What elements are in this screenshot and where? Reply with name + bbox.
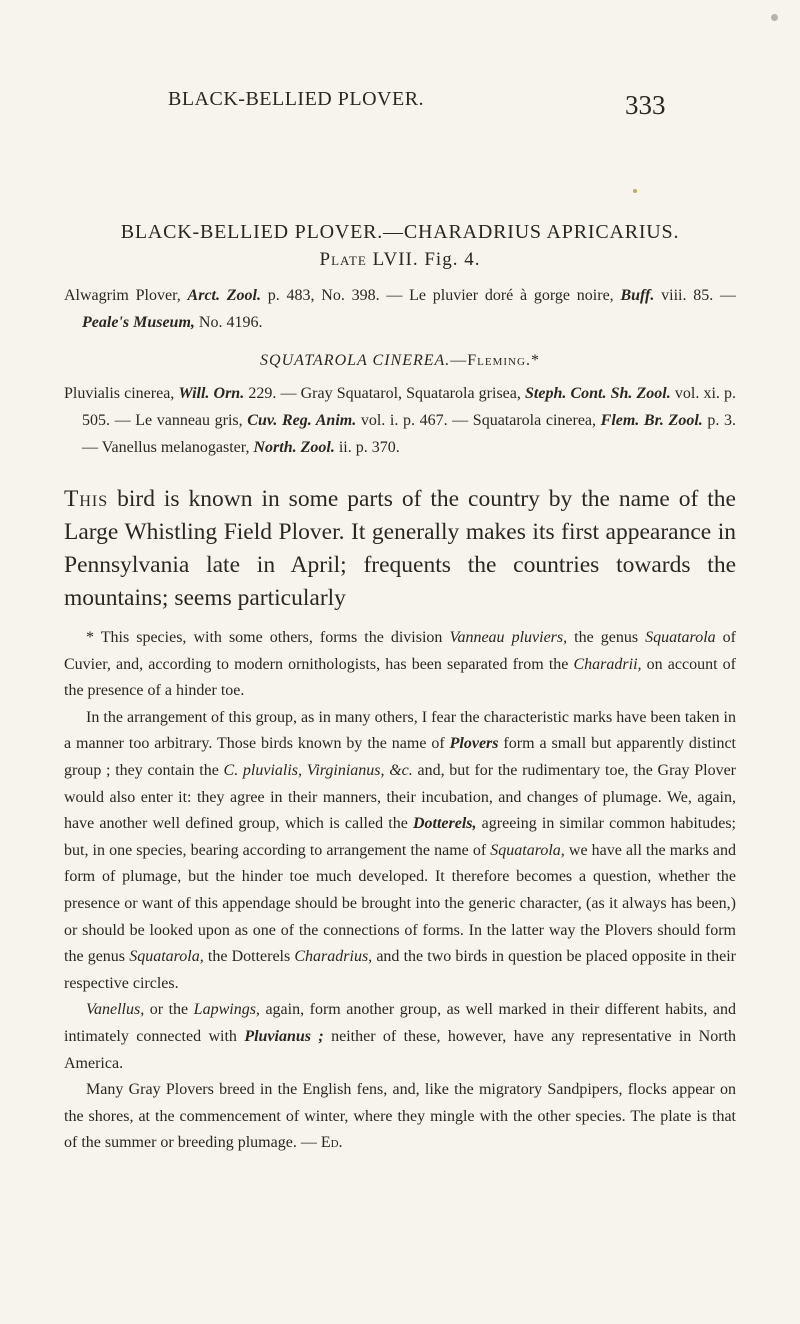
syn-ref: Peale's Museum, <box>82 314 195 331</box>
fn-italic: Vanellus, <box>86 1001 145 1019</box>
fn-text: of Cuvier, and, according to modern ornithologists, has been separated from the <box>64 629 737 673</box>
fn-italic: Pluvianus ; <box>244 1027 324 1045</box>
running-title: BLACK-BELLIED PLOVER. <box>168 88 425 110</box>
fn-text: * This species, with some others, forms the division <box>86 629 450 646</box>
genus-authority: —Fleming.* <box>450 352 540 369</box>
genus-title <box>64 348 736 374</box>
first-word: This <box>64 486 109 512</box>
syn-text: vol. xi. p. 505. — Le vanneau gris, <box>82 385 737 429</box>
syn-text: Alwagrim Plover, <box>64 287 188 304</box>
footnote-paragraph <box>64 997 736 1077</box>
syn-ref: Flem. Br. Zool. <box>600 412 703 429</box>
content <box>64 220 736 1157</box>
syn-text: No. 4196. <box>194 314 263 331</box>
body-text: bird is known in some parts of the country by the name of the Large Whistling Field Plover. It generally makes its first appearance in Pennsylvania late in April; frequents the countries towards the mountains; seems particularly <box>64 486 736 611</box>
fn-text: form a small but apparently distinct group ; they contain the <box>64 735 736 779</box>
plate-word: Plate <box>319 249 367 270</box>
syn-text: 229. — Gray Squatarol, Squatarola grisea, <box>244 385 526 402</box>
plate-reference <box>64 248 736 272</box>
fn-text: In the arrangement of this group, as in many others, I fear the characteristic marks have been taken in a manner too arbitrary. Those birds known by the name of <box>64 708 736 753</box>
fn-text: the genus <box>567 629 646 646</box>
body-paragraph <box>64 483 736 615</box>
fn-text: and the two birds in question be placed opposite in their respective circles. <box>64 948 736 992</box>
fn-italic: Charadrius, <box>294 948 373 966</box>
syn-text: ii. p. 370. <box>334 439 400 456</box>
fn-italic: Squatarola <box>645 629 716 646</box>
fn-italic: Squatarola, <box>490 841 565 859</box>
ink-dot <box>633 189 637 193</box>
fn-signature: Ed. <box>320 1134 343 1152</box>
fn-italic: Dotterels, <box>412 815 477 833</box>
syn-ref: Steph. Cont. Sh. Zool. <box>525 385 671 402</box>
page-number: 333 <box>625 90 666 120</box>
syn-ref: Buff. <box>620 287 655 304</box>
footnote-paragraph <box>64 1077 736 1157</box>
fn-text: agreeing in similar common habitudes; but, in one species, bearing according to arrangement the name of <box>64 815 736 859</box>
syn-text: viii. 85. — <box>654 287 737 304</box>
fn-text: we have all the marks and form of plumage, but the hinder toe much developed. It therefore becomes a question, whether the presence or want of this appendage should be brought into the generic character, (as it always has been,) or should be looked upon as one of the connections of forms. In the latter way the Plovers should form the genus <box>64 841 736 966</box>
fn-text: on account of the presence of a hinder toe. <box>64 655 737 700</box>
footnote <box>64 625 736 1157</box>
syn-ref: North. Zool. <box>253 439 335 456</box>
synonymy-wilson <box>64 282 736 336</box>
fn-italic: Lapwings, <box>193 1001 260 1019</box>
syn-text: p. 3. — Vanellus melanogaster, <box>82 412 737 456</box>
fn-italic: Charadrii, <box>573 655 642 673</box>
syn-ref: Cuv. Reg. Anim. <box>247 412 357 429</box>
fn-text: or the <box>144 1001 194 1019</box>
fn-text: again, form another group, as well marked in their different habits, and intimately connected with <box>64 1001 737 1045</box>
syn-text: p. 483, No. 398. — Le pluvier doré à gorge noire, <box>260 287 621 304</box>
fn-italic: Plovers <box>449 735 499 753</box>
fn-italic: Vanneau pluviers, <box>449 629 568 646</box>
footnote-paragraph <box>64 625 736 705</box>
fn-text: and, but for the rudimentary toe, the Gray Plover would also enter it: they agree in their manners, their incubation, and changes of plumage. We, again, have another well defined group, which is called the <box>64 761 736 833</box>
running-head <box>0 88 800 128</box>
syn-text: vol. i. p. 467. — Squatarola cinerea, <box>356 412 601 429</box>
fn-italic: Squatarola, <box>129 948 204 966</box>
article-title: BLACK-BELLIED PLOVER.—CHARADRIUS APRICARIUS. <box>120 221 680 243</box>
fn-text: neither of these, however, have any representative in North America. <box>64 1027 737 1072</box>
fn-italic: C. pluvialis, Virginianus, &c. <box>223 761 413 779</box>
genus-name: SQUATAROLA CINEREA. <box>260 352 451 369</box>
syn-ref: Will. Orn. <box>178 385 245 402</box>
syn-text: Pluvialis cinerea, <box>64 385 179 402</box>
corner-mark <box>771 14 778 21</box>
plate-number: LVII. Fig. 4. <box>372 249 481 270</box>
syn-ref: Arct. Zool. <box>187 287 261 304</box>
synonymy-squatarola <box>64 380 736 461</box>
footnote-paragraph <box>64 705 736 998</box>
fn-text: Many Gray Plovers breed in the English fens, and, like the migratory Sandpipers, flocks appear on the shores, at the commencement of winter, where they mingle with the other species. The plate is that of the summer or breeding plumage. — <box>64 1081 736 1152</box>
fn-text: the Dotterels <box>203 948 295 966</box>
